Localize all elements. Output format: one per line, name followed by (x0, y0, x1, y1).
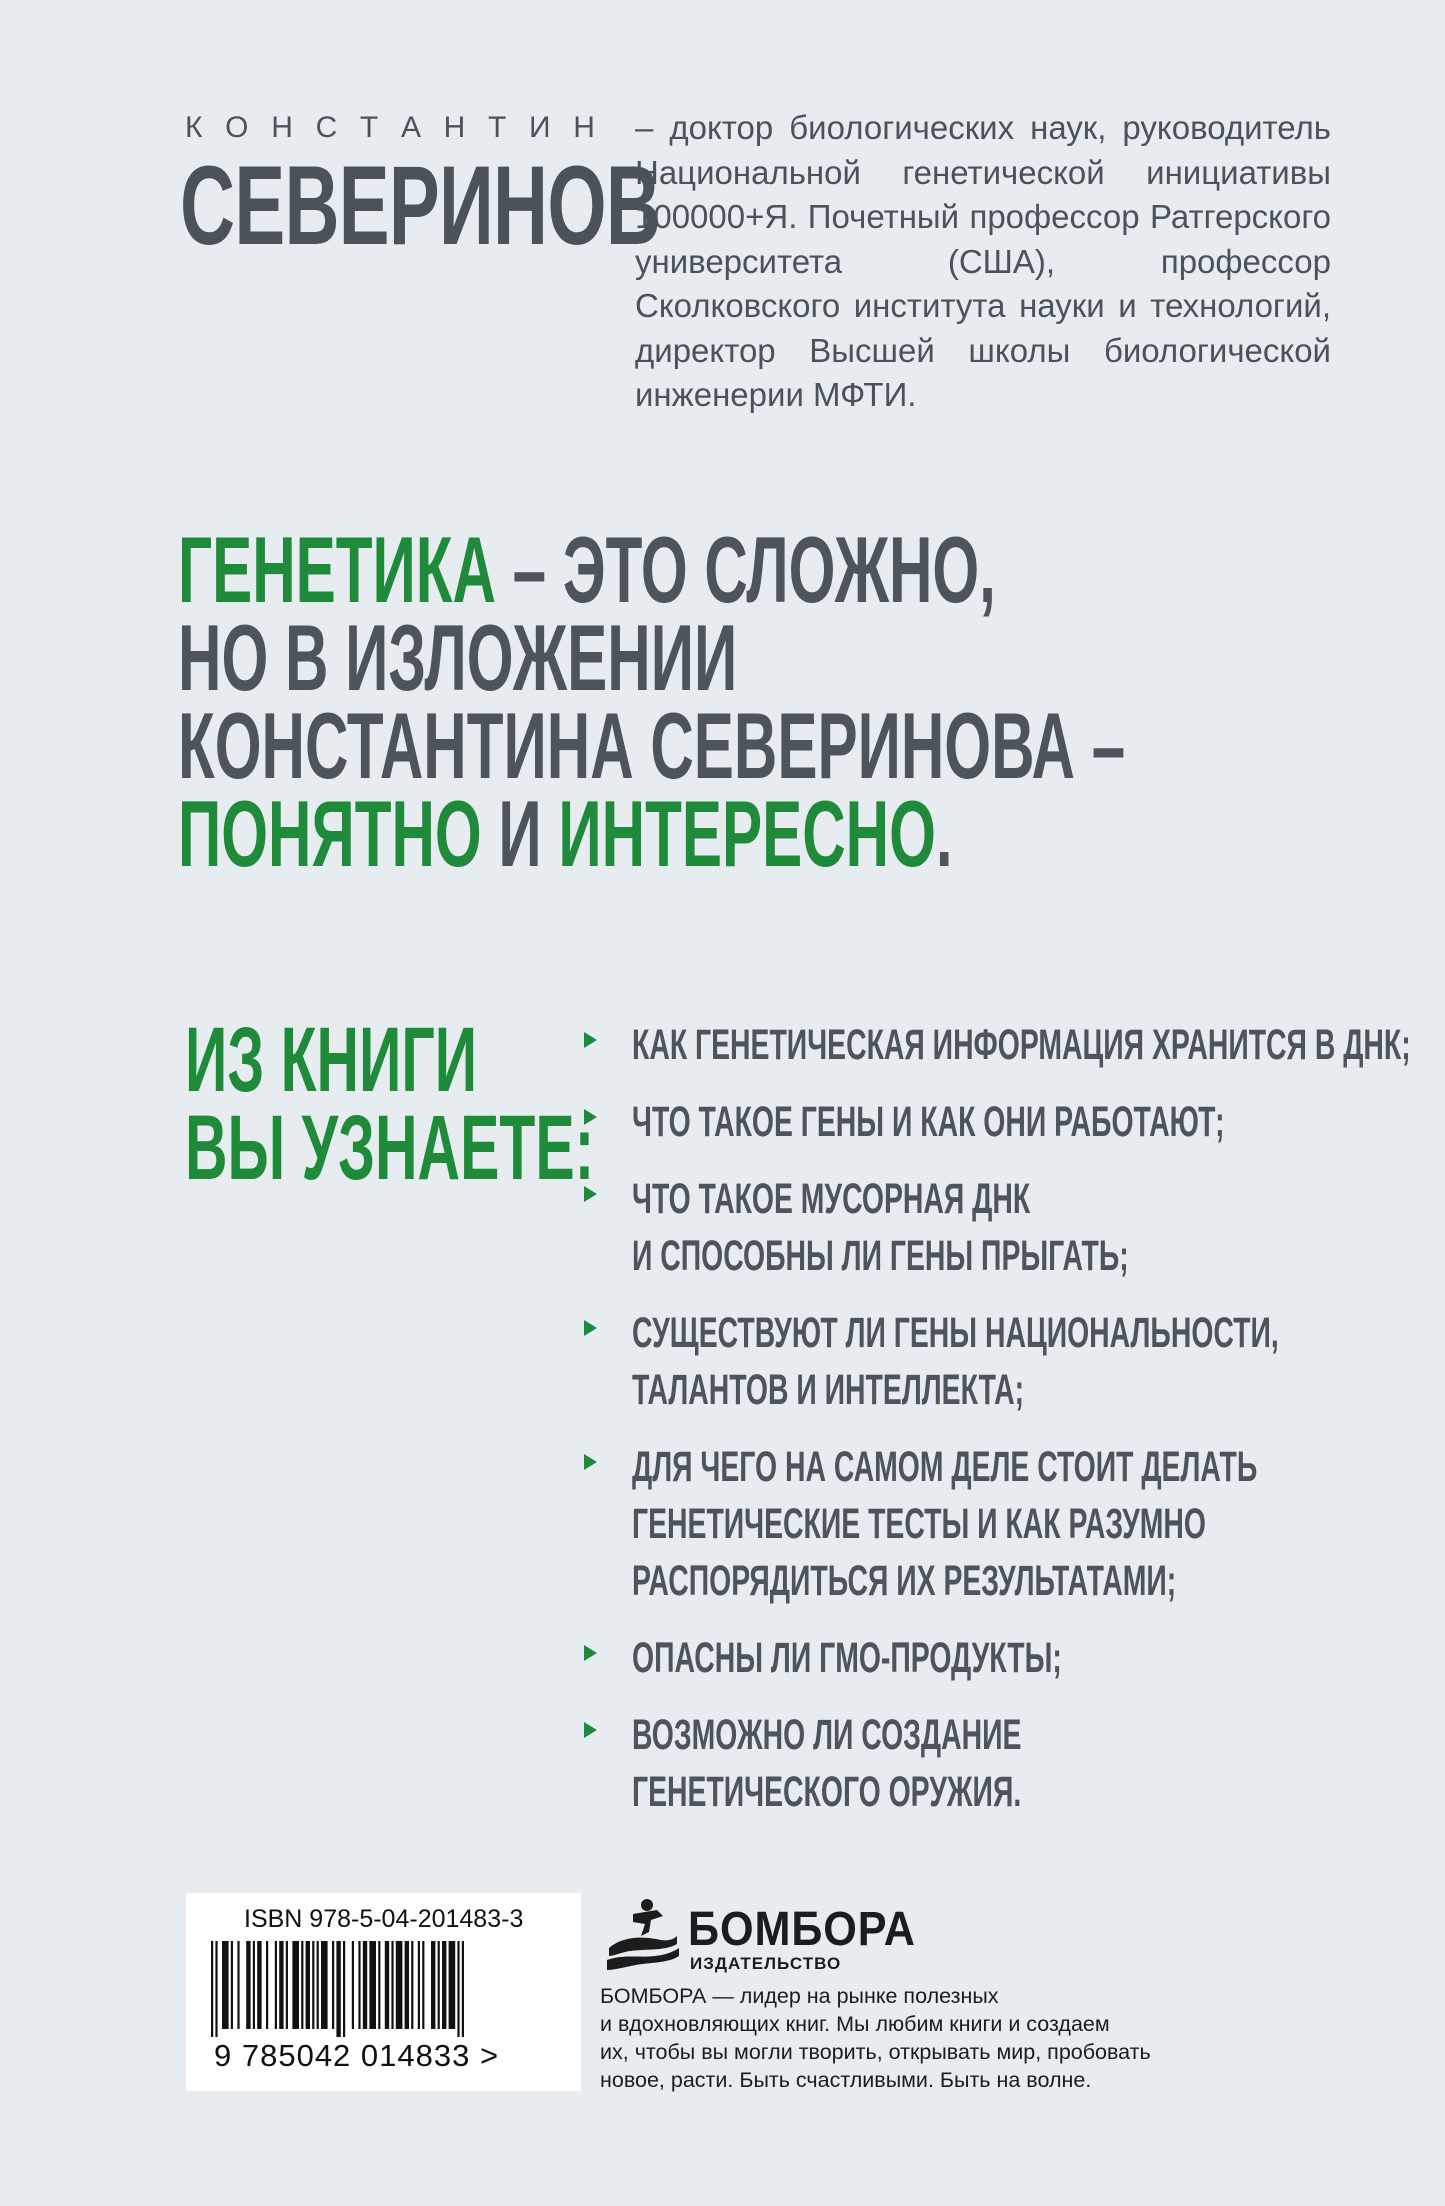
learn-list-item-text: СУЩЕСТВУЮТ ЛИ ГЕНЫ НАЦИОНАЛЬНОСТИ, ТАЛАНТОВ И ИНТЕЛЛЕКТА; (632, 1309, 1279, 1414)
learn-list-item-text: ДЛЯ ЧЕГО НА САМОМ ДЕЛЕ СТОИТ ДЕЛАТЬ ГЕНЕТИЧЕСКИЕ ТЕСТЫ И КАК РАЗУМНО РАСПОРЯДИТЬСЯ ИХ РЕЗУЛЬТАТАМИ; (632, 1443, 1258, 1605)
headline-line-4-mid: И (481, 781, 559, 886)
learn-title-line-1: ИЗ КНИГИ (185, 1009, 478, 1111)
learn-list-item (582, 1305, 1422, 1419)
author-first-name-letter: А (400, 111, 421, 144)
learn-list-item (582, 1707, 1422, 1821)
triangle-right-icon (584, 1454, 597, 1470)
author-first-name (185, 111, 595, 145)
triangle-right-icon (584, 1722, 597, 1738)
headline-accent-genetics: ГЕНЕТИКА (178, 517, 496, 622)
barcode-bar (418, 1941, 420, 2029)
author-first-name-letter: И (529, 111, 551, 144)
learn-list-item (582, 1094, 1422, 1151)
headline-line-2: НО В ИЗЛОЖЕНИИ (178, 605, 738, 710)
barcode-bar (378, 1941, 380, 2029)
learn-title-line-2: ВЫ УЗНАЕТЕ: (185, 1097, 595, 1199)
barcode-bar (396, 1941, 403, 2029)
headline-line-3: КОНСТАНТИНА СЕВЕРИНОВА – (178, 693, 1126, 798)
barcode-bar (431, 1941, 435, 2029)
author-first-name-letter: Н (271, 111, 293, 144)
barcode-bar (385, 1941, 389, 2029)
barcode-bar (246, 1941, 250, 2029)
headline-line-1 (178, 517, 1125, 622)
learn-list-item (582, 1439, 1422, 1610)
author-first-name-letter: Т (488, 111, 507, 144)
author-last-name: СЕВЕРИНОВ (180, 143, 661, 268)
learn-list-item (582, 1630, 1422, 1687)
barcode-bar (442, 1941, 446, 2029)
barcode-bar (292, 1941, 299, 2029)
headline (178, 517, 1126, 886)
barcode-bar (332, 1941, 334, 2029)
barcode-bar (317, 1941, 319, 2029)
barcode-bar (275, 1941, 277, 2029)
author-first-name-letter: С (315, 111, 338, 144)
triangle-right-icon (584, 1032, 597, 1048)
learn-list-item-text: ЧТО ТАКОЕ МУСОРНАЯ ДНК И СПОСОБНЫ ЛИ ГЕНЫ ПРЫГАТЬ; (632, 1175, 1129, 1280)
barcode-bar (369, 1941, 376, 2029)
barcode-bar (231, 1941, 233, 2029)
triangle-right-icon (584, 1645, 597, 1661)
surfer-wave-logo-icon (603, 1896, 683, 1976)
author-first-name-letter: Т (359, 111, 379, 144)
learn-list-item-text: ОПАСНЫ ЛИ ГМО-ПРОДУКТЫ; (632, 1634, 1062, 1682)
publisher-description: БОМБОРА — лидер на рынке полезных и вдохновляющих книг. Мы любим книги и создаем их, чтобы вы могли творить, открывать мир, пробовать новое, расти. Быть счастливыми. Быть на волне. (600, 1984, 1151, 2092)
publisher-subtitle: ИЗДАТЕЛЬСТВО (690, 1954, 842, 1973)
barcode-bar (449, 1941, 456, 2029)
learn-list-item-text: КАК ГЕНЕТИЧЕСКАЯ ИНФОРМАЦИЯ ХРАНИТСЯ В ДНК; (632, 1021, 1411, 1069)
barcode-bar (279, 1941, 283, 2029)
barcode-bar (301, 1941, 303, 2029)
triangle-right-icon (584, 1320, 597, 1336)
author-first-name-letter: Н (573, 111, 595, 144)
author-first-name-letter: О (225, 111, 249, 144)
barcode-bar (391, 1941, 393, 2029)
barcode-bar (222, 1941, 229, 2029)
triangle-right-icon (584, 1109, 597, 1125)
barcode-bar (462, 1941, 464, 2037)
barcode-bar (343, 1941, 345, 2037)
barcode-bar (352, 1941, 354, 2029)
barcode-bar (253, 1941, 255, 2029)
author-first-name-letter: Н (443, 111, 466, 144)
barcode-bars (211, 1941, 551, 2037)
learn-list-item (582, 1017, 1422, 1074)
isbn-text: ISBN 978-5-04-201483-3 (244, 1905, 524, 1933)
learn-list-item-text: ВОЗМОЖНО ЛИ СОЗДАНИЕ ГЕНЕТИЧЕСКОГО ОРУЖИЯ. (632, 1711, 1022, 1816)
learn-title (185, 1009, 595, 1199)
barcode-bar (422, 1941, 424, 2029)
learn-list-item (582, 1171, 1422, 1285)
barcode-bar (211, 1941, 213, 2037)
barcode-bar (405, 1941, 409, 2029)
barcode-bar (306, 1941, 310, 2029)
headline-accent-understandable: ПОНЯТНО (178, 781, 482, 886)
barcode-bar (358, 1941, 360, 2029)
author-bio: – доктор биологических наук, руководитель Национальной генетической инициативы 100000+Я. Почетный профессор Ратгерского университета (США), профессор Сколковского института науки и технологий, директор Высшей школы биологической инженерии МФТИ. (635, 109, 1331, 413)
barcode-bar (411, 1941, 413, 2029)
barcode-bar (286, 1941, 288, 2029)
learn-list-item-text: ЧТО ТАКОЕ ГЕНЫ И КАК ОНИ РАБОТАЮТ; (632, 1098, 1225, 1146)
headline-accent-interesting: ИНТЕРЕСНО (558, 781, 936, 886)
triangle-right-icon (584, 1186, 597, 1202)
barcode-bar (215, 1941, 217, 2037)
barcode-bar (336, 1941, 340, 2037)
barcode-bar (266, 1941, 268, 2029)
headline-line-4 (178, 781, 1125, 886)
barcode-bar (457, 1941, 459, 2037)
barcode (186, 1893, 581, 2091)
learn-list (582, 1017, 1422, 1841)
barcode-bar (363, 1941, 367, 2029)
author-first-name-letter: К (185, 111, 203, 144)
barcode-bar (312, 1941, 314, 2029)
publisher-name: БОМБОРА (688, 1903, 916, 1956)
barcode-bar (257, 1941, 261, 2029)
barcode-digits: 9 785042 014833 > (214, 2038, 500, 2073)
barcode-bar (321, 1941, 328, 2029)
barcode-bar (237, 1941, 239, 2029)
headline-line-4-end: . (935, 781, 953, 886)
headline-line-1-rest: – ЭТО СЛОЖНО, (495, 517, 996, 622)
barcode-bar (438, 1941, 440, 2029)
